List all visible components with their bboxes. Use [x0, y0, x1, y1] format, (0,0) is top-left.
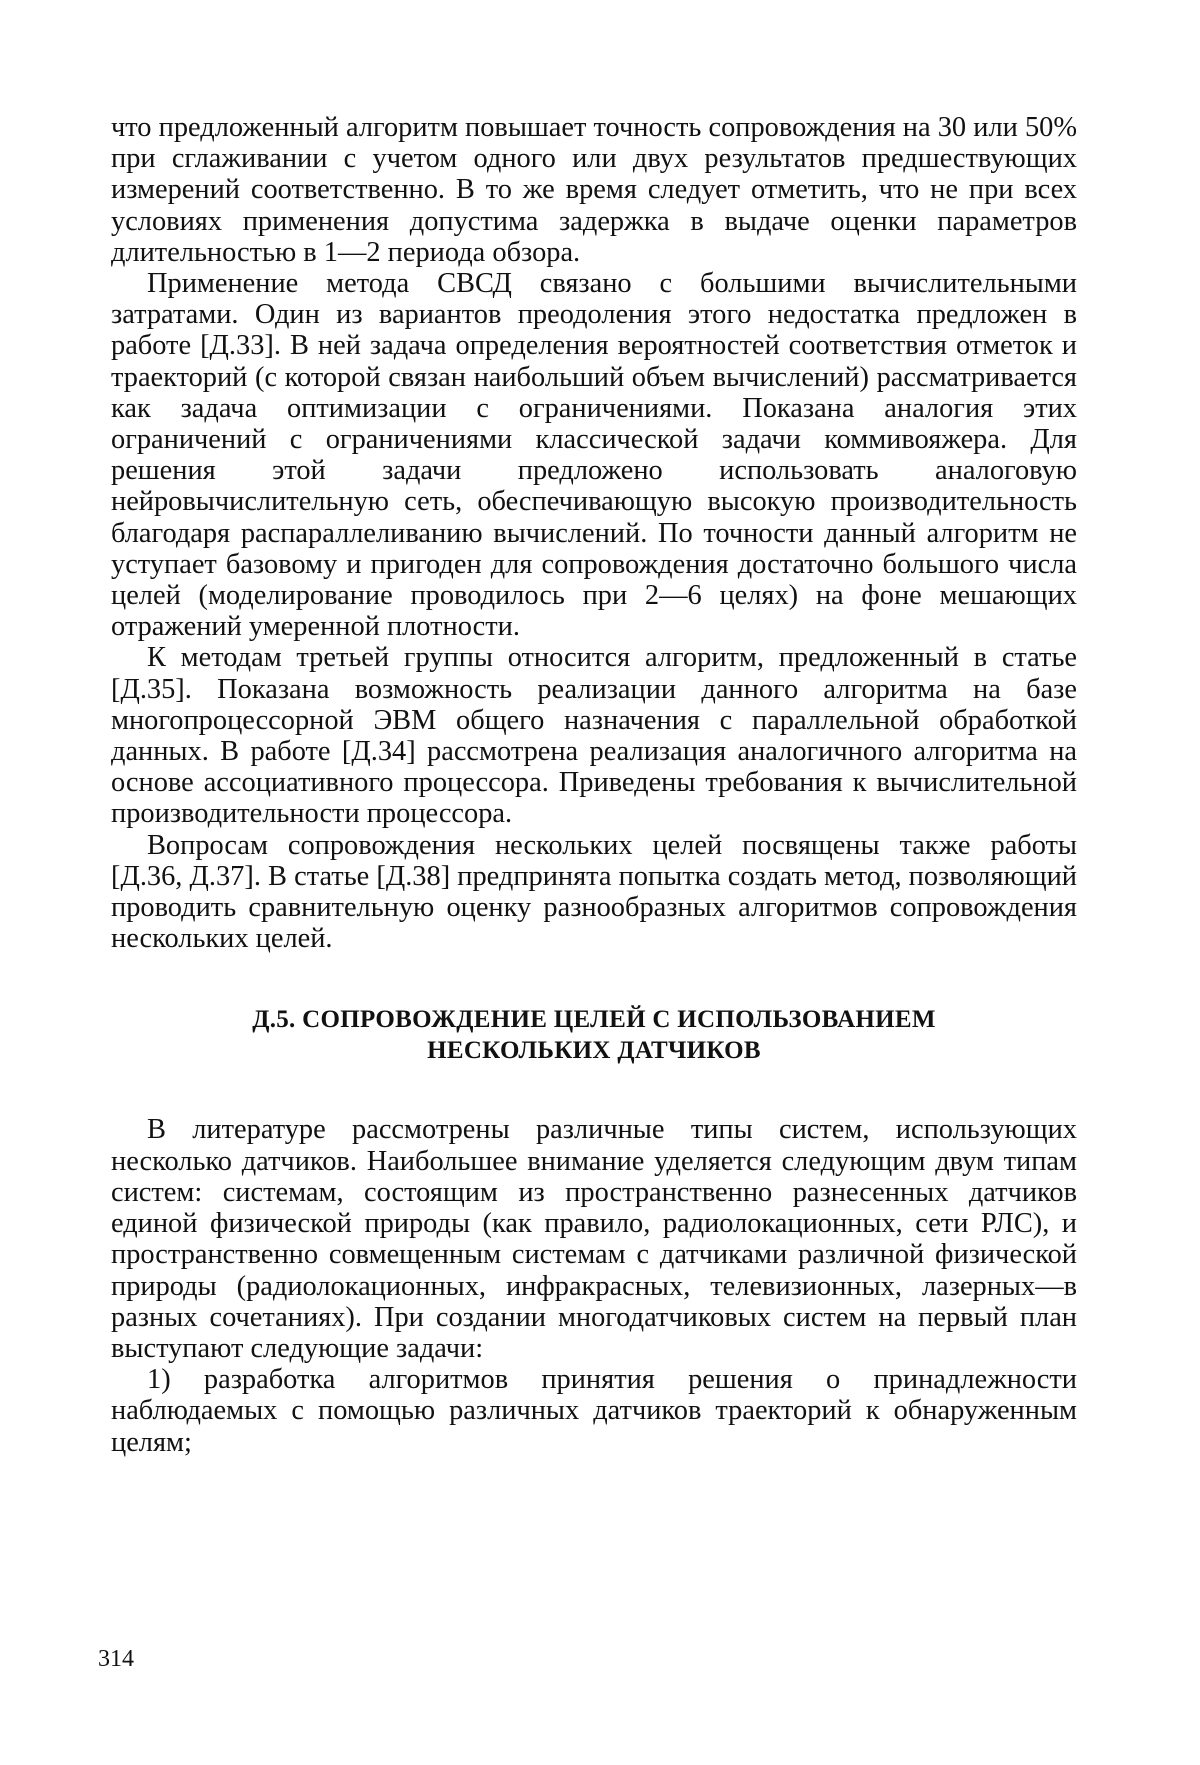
- paragraph-5: В литературе рассмотрены различные типы систем, использующих несколько датчиков. Наибольшее внимание уделяется следующим двум типам систем: системам, состоящим из пространственно разнесенных датчиков единой физической природы (как правило, радиолокационных, сети РЛС), и пространственно совмещенным системам с датчиками различной физической природы (радиолокационных, инфракрасных, телевизионных, лазерных—в разных сочетаниях). При создании многодатчиковых систем на первый план выступают следующие задачи:: [111, 1114, 1077, 1364]
- page-number: 314: [98, 1646, 134, 1672]
- paragraph-2: Применение метода СВСД связано с большими вычислительными затратами. Один из вариантов преодоления этого недостатка предложен в работе [Д.33]. В ней задача определения вероятностей соответствия отметок и траекторий (с которой связан наибольший объем вычислений) рассматривается как задача оптимизации с ограничениями. Показана аналогия этих ограничений с ограничениями классической задачи коммивояжера. Для решения этой задачи предложено использовать аналоговую нейровычислительную сеть, обеспечивающую высокую производительность благодаря распараллеливанию вычислений. По точности данный алгоритм не уступает базовому и пригоден для сопровождения достаточно большого числа целей (моделирование проводилось при 2—6 целях) на фоне мешающих отражений умеренной плотности.: [111, 268, 1077, 643]
- section-heading-line-1: Д.5. СОПРОВОЖДЕНИЕ ЦЕЛЕЙ С ИСПОЛЬЗОВАНИЕМ: [252, 1006, 936, 1034]
- list-item-1: 1) разработка алгоритмов принятия решения о принадлежности наблюдаемых с помощью различных датчиков траекторий к обнаруженным целям;: [111, 1364, 1077, 1458]
- paragraph-4: Вопросам сопровождения нескольких целей посвящены также работы [Д.36, Д.37]. В статье [Д.38] предпринята попытка создать метод, позволяющий проводить сравнительную оценку разнообразных алгоритмов сопровождения нескольких целей.: [111, 829, 1077, 955]
- paragraph-3: К методам третьей группы относится алгоритм, предложенный в статье [Д.35]. Показана возможность реализации данного алгоритма на базе многопроцессорной ЭВМ общего назначения с параллельной обработкой данных. В работе [Д.34] рассмотрена реализация аналогичного алгоритма на основе ассоциативного процессора. Приведены требования к вычислительной производительности процессора.: [111, 642, 1077, 830]
- paragraph-1: что предложенный алгоритм повышает точность сопровождения на 30 или 50% при сглаживании с учетом одного или двух результатов предшествующих измерений соответственно. В то же время следует отметить, что не при всех условиях применения допустима задержка в выдаче оценки параметров длительностью в 1—2 периода обзора.: [111, 112, 1077, 268]
- document-page: [111, 112, 1077, 1458]
- section-heading-line-2: НЕСКОЛЬКИХ ДАТЧИКОВ: [427, 1037, 761, 1065]
- section-heading: [111, 1004, 1077, 1066]
